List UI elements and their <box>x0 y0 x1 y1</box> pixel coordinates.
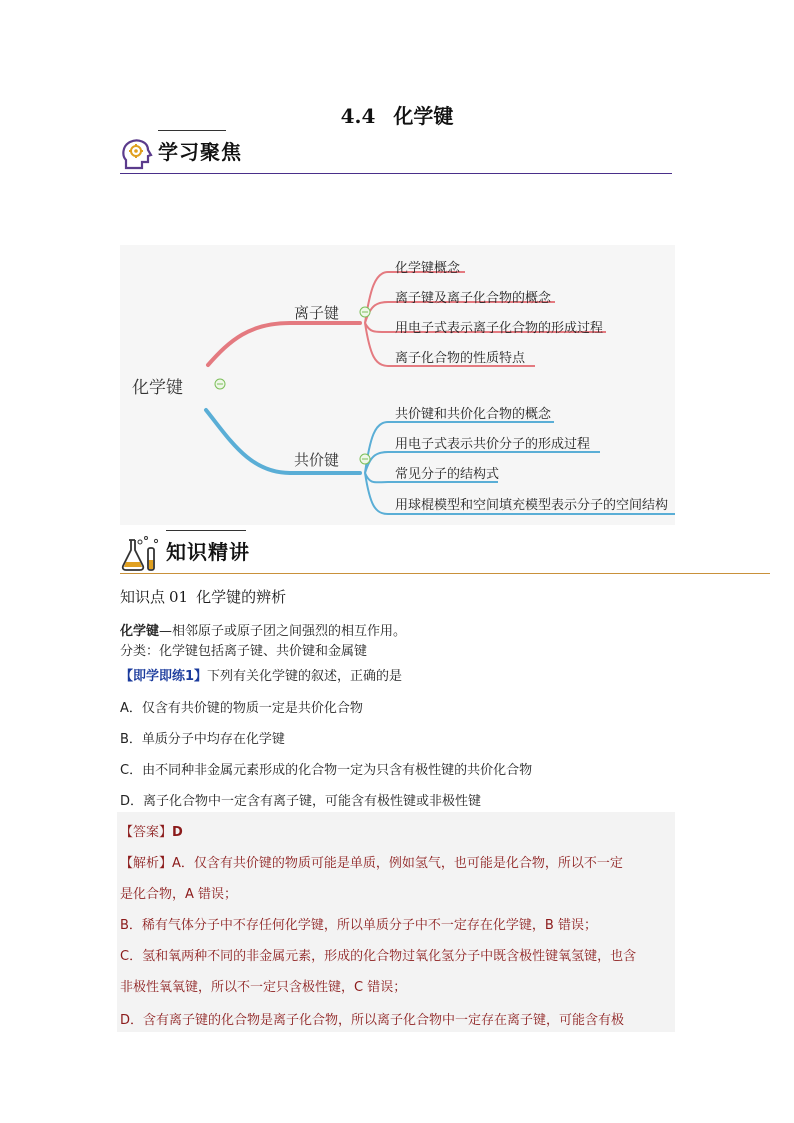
covalent-item: 用球棍模型和空间填充模型表示分子的空间结构 <box>395 498 669 513</box>
ionic-item: 用电子式表示离子化合物的形成过程 <box>395 321 604 336</box>
kp-prefix: 知识点 <box>120 588 166 606</box>
ionic-item: 离子化合物的性质特点 <box>395 351 526 366</box>
analysis-line: D．含有离子键的化合物是离子化合物，所以离子化合物中一定存在离子键，可能含有极 <box>120 1013 625 1028</box>
section-label: 知识精讲 <box>166 540 250 564</box>
analysis-line: C．氢和氧两种不同的非金属元素，形成的化合物过氧化氢分子中既含极性键氧氢键，也含 <box>120 949 637 964</box>
exercise-text: 下列有关化学键的叙述，正确的是 <box>207 669 403 684</box>
mind-map-root: 化学键 <box>132 378 183 398</box>
brain-gear-icon <box>120 138 154 172</box>
definition-term: 化学键 <box>120 624 160 639</box>
classification: 分类：化学键包括离子键、共价键和金属键 <box>120 644 368 659</box>
header-top-rule <box>166 530 246 531</box>
kp-title-text: 化学键的辨析 <box>196 588 287 606</box>
mind-map <box>120 245 675 525</box>
answer <box>120 821 183 840</box>
title-text: 化学键 <box>393 104 454 128</box>
analysis-line: B．稀有气体分子中不存任何化学键，所以单质分子中不一定存在化学键，B 错误； <box>120 918 597 933</box>
analysis-text: A．仅含有共价键的物质可能是单质，例如氢气，也可能是化合物，所以不一定 <box>172 856 623 871</box>
option-a: A．仅含有共价键的物质一定是共价化合物 <box>120 701 363 716</box>
definition <box>120 620 406 639</box>
analysis-tag: 【解析】 <box>120 856 173 871</box>
knowledge-point-title <box>120 586 286 607</box>
branch-ionic-label: 离子键 <box>294 304 340 322</box>
kp-number: 01 <box>169 588 189 606</box>
option-d: D．离子化合物中一定含有离子键，可能含有极性键或非极性键 <box>120 794 482 809</box>
exercise-tag: 【即学即练1】 <box>120 669 208 684</box>
section-header-learning-focus <box>120 130 672 174</box>
title-number: 4.4 <box>340 104 376 128</box>
flask-icon <box>120 534 160 572</box>
answer-tag: 【答案】 <box>120 825 173 840</box>
analysis-line: 非极性氧氧键，所以不一定只含极性键，C 错误； <box>120 980 407 995</box>
definition-text: —相邻原子或原子团之间强烈的相互作用。 <box>159 624 407 639</box>
option-b: B．单质分子中均存在化学键 <box>120 732 285 747</box>
covalent-item: 用电子式表示共价分子的形成过程 <box>395 437 591 452</box>
collapse-markers <box>215 307 370 464</box>
header-bottom-rule <box>120 173 672 174</box>
section-label: 学习聚焦 <box>158 140 242 164</box>
page-title <box>0 100 794 129</box>
section-header-knowledge <box>120 530 770 574</box>
header-top-rule <box>158 130 226 131</box>
ionic-item: 离子键及离子化合物的概念 <box>395 291 552 306</box>
analysis-line <box>120 852 623 871</box>
branch-covalent-label: 共价键 <box>294 451 340 469</box>
connector-ionic <box>208 323 360 365</box>
ionic-item: 化学键概念 <box>395 261 461 276</box>
covalent-item: 常见分子的结构式 <box>395 467 500 482</box>
header-bottom-rule <box>120 573 770 574</box>
analysis-line: 是化合物，A 错误； <box>120 887 238 902</box>
option-c: C．由不同种非金属元素形成的化合物一定为只含有极性键的共价化合物 <box>120 763 533 778</box>
answer-value: D <box>172 825 183 840</box>
covalent-item: 共价键和共价化合物的概念 <box>395 407 552 422</box>
exercise-question <box>120 665 402 684</box>
